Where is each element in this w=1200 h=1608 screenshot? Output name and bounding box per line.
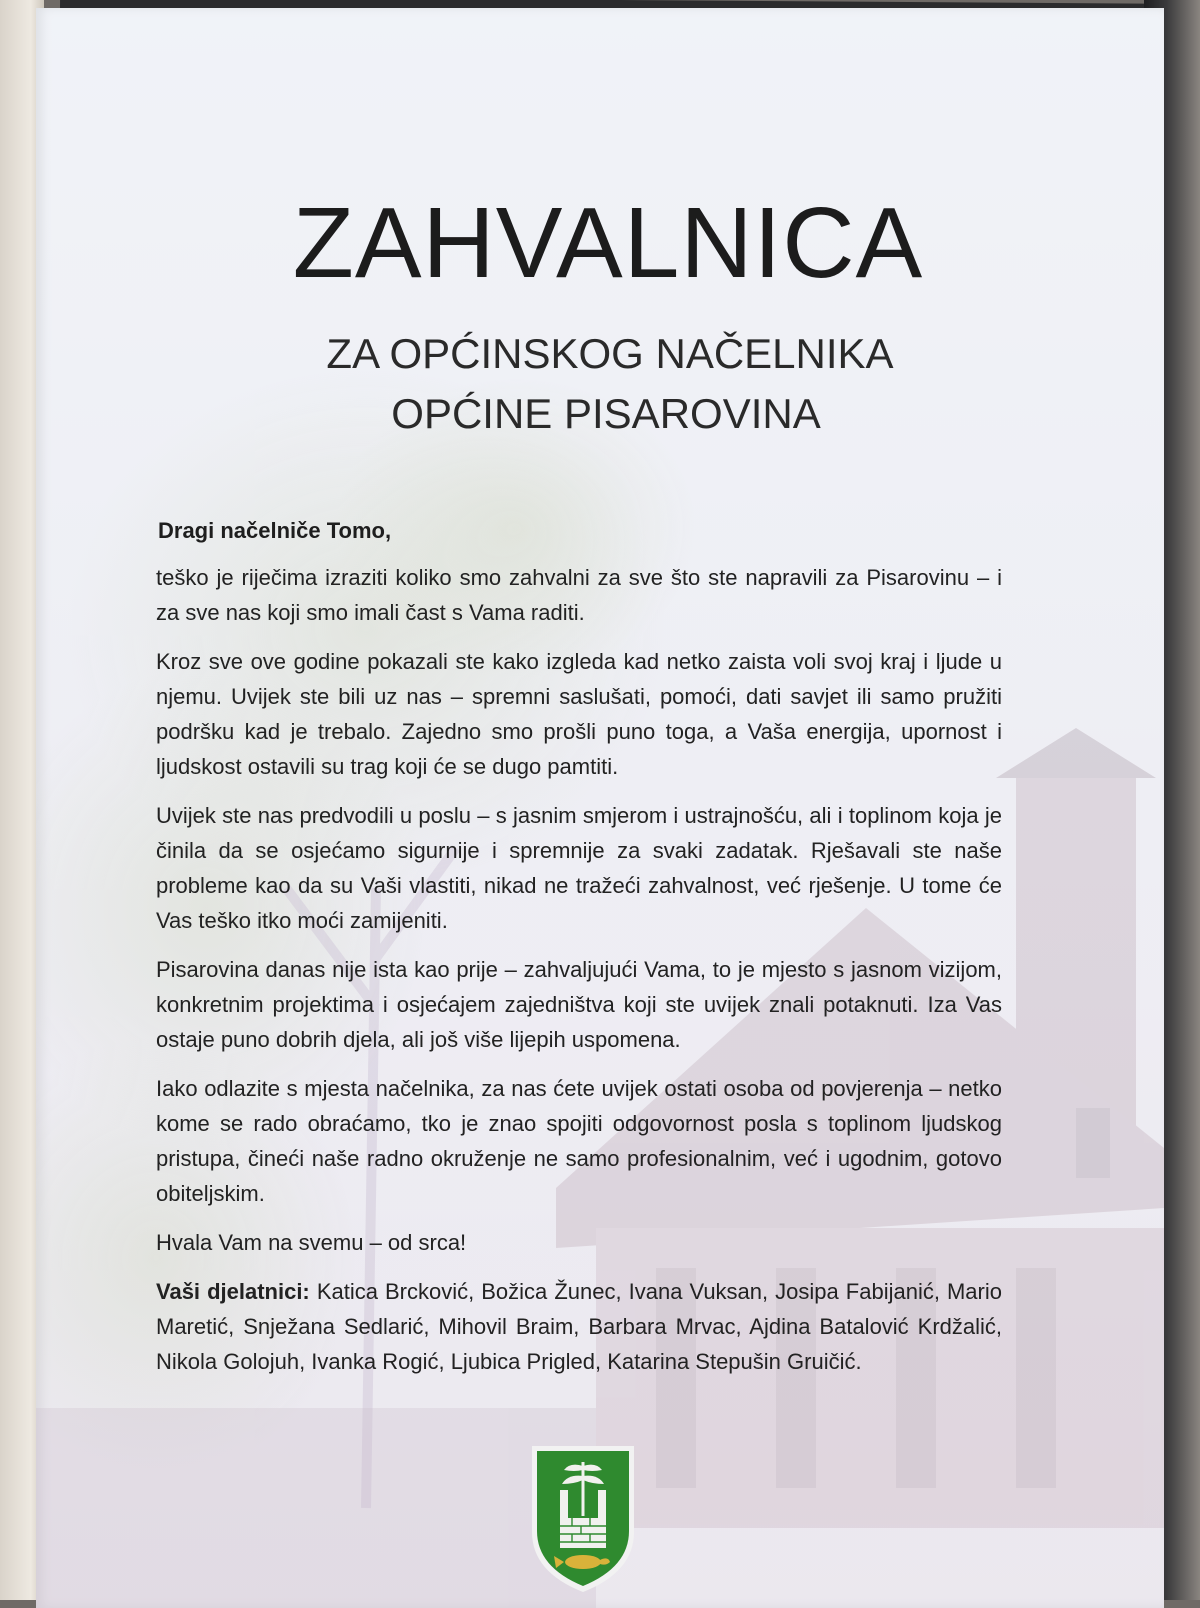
signature-names: Katica Brcković, Božica Žunec, Ivana Vuksan, Josipa Fabijanić, Mario Maretić, Snježana Sedlarić, Mihovil Braim, Barbara Mrvac, Ajdina Batalović Krdžalić, Nikola Golojuh, Ivanka Rogić, Ljubica Prigled, Katarina Stepušin Gruičić.	[156, 1279, 1002, 1374]
document-title: ZAHVALNICA	[292, 187, 924, 299]
signature-label: Vaši djelatnici:	[156, 1279, 310, 1304]
letter-signature	[156, 1274, 1002, 1379]
certificate-content	[36, 8, 1164, 1608]
letter-closing: Hvala Vam na svemu – od srca!	[156, 1230, 467, 1255]
letter-paragraph-5: Iako odlazite s mjesta načelnika, za nas ćete uvijek ostati osoba od povjerenja – netko kome se rado obraćamo, tko je znao spojiti odgovornost posla s toplinom ljudskog pristupa, čineći naše radno okruženje ne samo profesionalnim, već i ugodnim, gotovo obiteljskim.	[156, 1076, 1002, 1206]
letter-greeting: Dragi načelniče Tomo,	[158, 518, 392, 543]
document-subtitle-line-1: ZA OPĆINSKOG NAČELNIKA	[326, 330, 894, 377]
letter-paragraph-2: Kroz sve ove godine pokazali ste kako izgleda kad netko zaista voli svoj kraj i ljude u njemu. Uvijek ste bili uz nas – spremni saslušati, pomoći, dati savjet ili samo pružiti podršku kad je trebalo. Zajedno smo prošli puno toga, a Vaša energija, upornost i ljudskost ostavili su trag koji će se dugo pamtiti.	[156, 649, 1002, 779]
letter-body	[156, 560, 1002, 1393]
letter-paragraph-1: teško je riječima izraziti koliko smo zahvalni za sve što ste napravili za Pisarovinu – i za sve nas koji smo imali čast s Vama raditi.	[156, 565, 1002, 625]
letter-paragraph-4: Pisarovina danas nije ista kao prije – zahvaljujući Vama, to je mjesto s jasnom vizijom, konkretnim projektima i osjećajem zajedništva koji ste uvijek znali potaknuti. Iza Vas ostaje puno dobrih djela, ali još više lijepih uspomena.	[156, 957, 1002, 1052]
letter-paragraph-3: Uvijek ste nas predvodili u poslu – s jasnim smjerom i ustrajnošću, ali i toplinom koja je činila da se osjećamo sigurnije i spremnije za svaki zadatak. Rješavali ste naše probleme kao da su Vaši vlastiti, nikad ne tražeći zahvalnost, već rješenje. U tome će Vas teško itko moći zamijeniti.	[156, 803, 1002, 933]
document-subtitle-line-2: OPĆINE PISAROVINA	[391, 390, 821, 437]
certificate-page	[36, 8, 1164, 1608]
municipality-coat-of-arms-icon	[530, 1444, 636, 1594]
